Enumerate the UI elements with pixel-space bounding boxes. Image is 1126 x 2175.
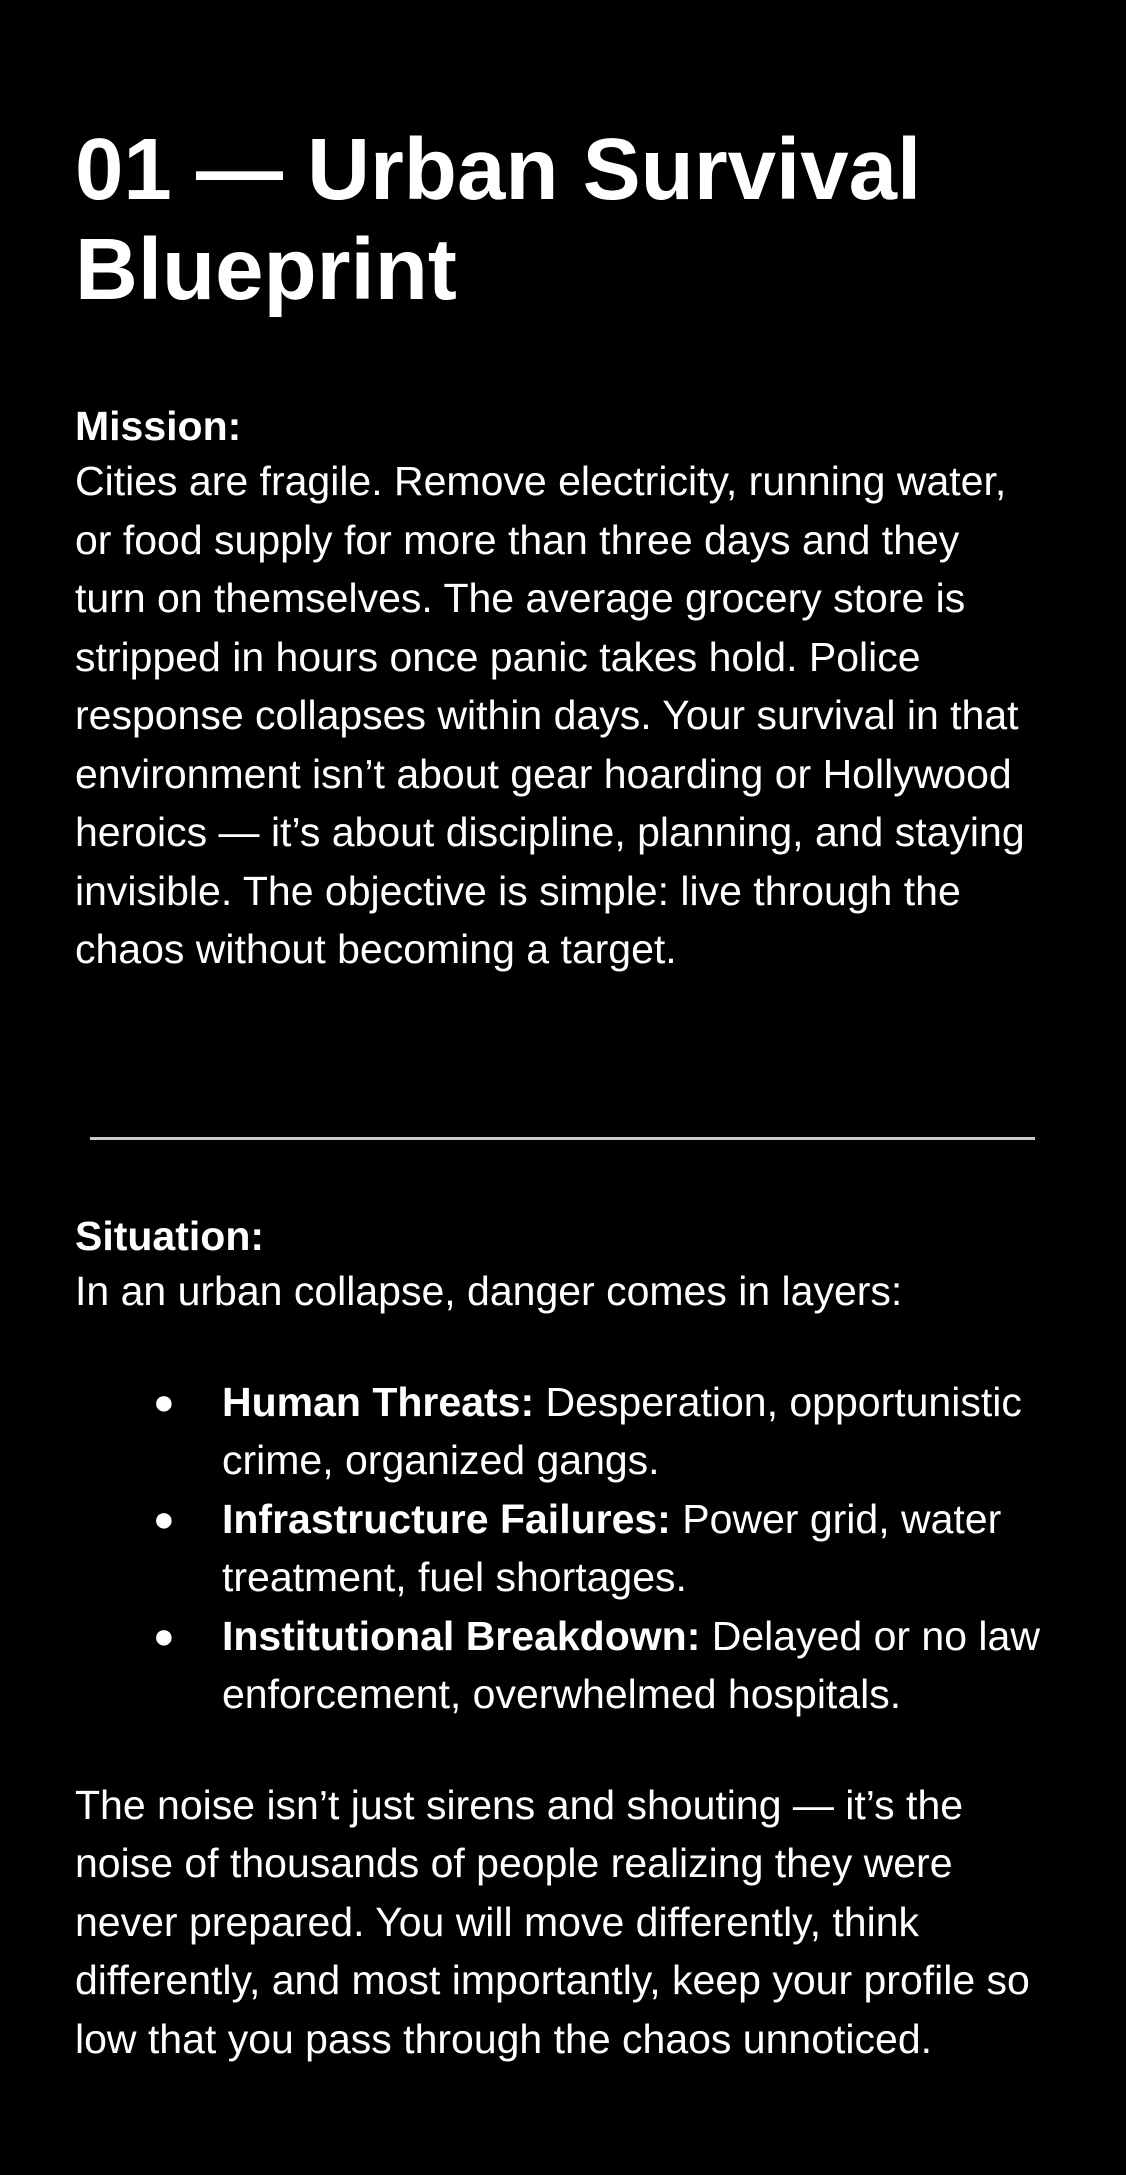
mission-text: Cities are fragile. Remove electricity, running water, or food supply for more than three days and they turn on themselves. The average grocery store is stripped in hours once panic takes hold. Police response collapses within days. Your survival in that environment isn’t about gear hoarding or Hollywood heroics — it’s about discipline, planning, and staying invisible. The objective is simple: live through the chaos without becoming a target. [75,458,1025,972]
mission-label: Mission: [75,403,242,449]
situation-label: Situation: [75,1213,265,1259]
bullet-icon: ● [153,1614,175,1656]
threat-list [75,1373,1055,1724]
threat-name: Infrastructure Failures: [222,1495,671,1542]
bullet-icon: ● [153,1380,175,1422]
closing-paragraph: The noise isn’t just sirens and shouting — it’s the noise of thousands of people realizing they were never prepared. You will move differently, think differently, and most importantly, keep your profile so low that you pass through the chaos unnoticed. [75,1781,1030,2062]
page-title: 01 — Urban Survival Blueprint [75,121,922,318]
list-item [75,1373,1042,1490]
situation-section [75,1210,1055,2068]
threat-detail: Desperation, opportunistic crime, organized gangs. [222,1378,1022,1483]
list-item [75,1490,1042,1607]
situation-intro: In an urban collapse, danger comes in layers: [75,1268,903,1314]
threat-name: Human Threats: [222,1378,535,1425]
threat-detail: Power grid, water treatment, fuel shortages. [222,1495,1002,1600]
threat-name: Institutional Breakdown: [222,1612,701,1659]
threat-detail: Delayed or no law enforcement, overwhelmed hospitals. [222,1612,1040,1717]
mission-section [75,400,1055,979]
document-page [75,120,1055,979]
section-divider [90,1137,1035,1140]
list-item [75,1607,1042,1724]
bullet-icon: ● [153,1497,175,1539]
